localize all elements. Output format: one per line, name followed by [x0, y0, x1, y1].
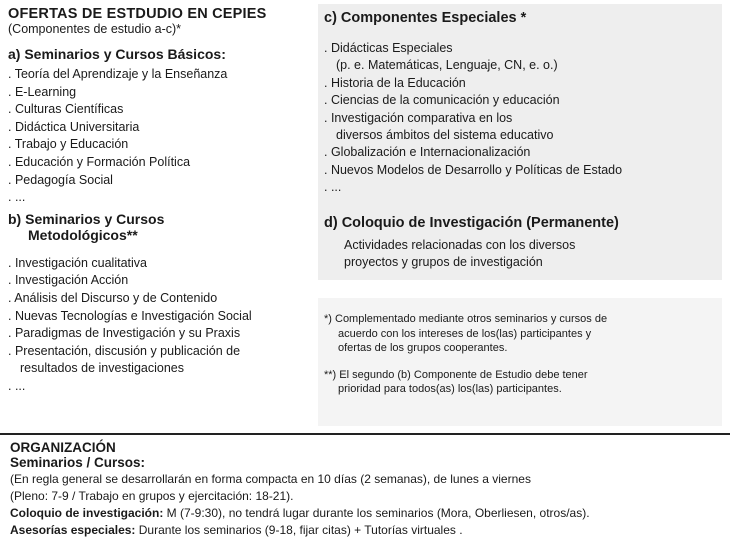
list-item: . ...: [324, 179, 722, 196]
list-item: . Pedagogía Social: [8, 172, 308, 190]
section-b-list: [8, 255, 308, 396]
coloquio-line: [10, 505, 722, 521]
list-item: . Educación y Formación Política: [8, 154, 308, 172]
footnote-line: **) El segundo (b) Componente de Estudio debe tener: [324, 368, 588, 381]
offers-subtitle: (Componentes de estudio a-c)*: [8, 22, 182, 36]
footnote-1: [324, 312, 722, 356]
asesorias-line: [10, 522, 722, 538]
list-item: . Nuevas Tecnologías e Investigación Social: [8, 308, 308, 326]
footnote-line: ofertas de los grupos cooperantes.: [338, 342, 508, 354]
list-item: . ...: [8, 189, 308, 207]
section-a-heading: a) Seminarios y Cursos Básicos:: [8, 46, 226, 62]
footnote-2: [324, 368, 722, 397]
list-item: . Culturas Científicas: [8, 101, 308, 119]
list-item: . Investigación cualitativa: [8, 255, 308, 273]
list-item: . E-Learning: [8, 84, 308, 102]
list-item: . Nuevos Modelos de Desarrollo y Políticas de Estado: [324, 162, 722, 179]
organization-subtitle: Seminarios / Cursos:: [10, 455, 146, 470]
footnotes-panel: [318, 298, 722, 426]
footnote-line: acuerdo con los intereses de los(las) participantes y: [338, 327, 592, 340]
footnote-line: *) Complementado mediante otros seminarios y cursos de: [324, 313, 608, 325]
list-item: . Globalización e Internacionalización: [324, 144, 722, 161]
section-c-list: [324, 40, 722, 197]
section-c-heading: c) Componentes Especiales *: [324, 10, 527, 26]
list-item: . Historia de la Educación: [324, 75, 722, 92]
list-item: diversos ámbitos del sistema educativo: [336, 128, 554, 143]
list-item: . Didácticas Especiales: [324, 40, 722, 57]
list-item: . Teoría del Aprendizaje y la Enseñanza: [8, 66, 308, 84]
section-d-heading: d) Coloquio de Investigación (Permanente): [324, 214, 619, 231]
organization-line: (En regla general se desarrollarán en forma compacta en 10 días (2 semanas), de lunes a viernes: [10, 472, 531, 486]
coloquio-label: Coloquio de investigación:: [10, 506, 164, 520]
list-item: . Investigación comparativa en los: [324, 110, 722, 127]
list-item: . Trabajo y Educación: [8, 136, 308, 154]
section-b-heading-cont: Metodológicos**: [28, 226, 138, 243]
section-divider: [0, 433, 730, 435]
list-item: . Investigación Acción: [8, 272, 308, 290]
asesorias-label: Asesorías especiales:: [10, 523, 136, 537]
list-item: . Paradigmas de Investigación y su Praxis: [8, 325, 308, 343]
list-item: . Ciencias de la comunicación y educación: [324, 92, 722, 109]
asesorias-text: Durante los seminarios (9-18, fijar citas) + Tutorías virtuales .: [135, 523, 463, 537]
organization-line: (Pleno: 7-9 / Trabajo en grupos y ejercitación: 18-21).: [10, 489, 294, 503]
offers-title: OFERTAS DE ESTDUDIO EN CEPIES: [8, 6, 267, 22]
coloquio-text: M (7-9:30), no tendrá lugar durante los seminarios (Mora, Oberliesen, otros/as).: [163, 506, 590, 520]
section-d-line: Actividades relacionadas con los diversos: [344, 237, 576, 252]
list-item: . Análisis del Discurso y de Contenido: [8, 290, 308, 308]
section-a-list: [8, 66, 308, 207]
list-item: . Didáctica Universitaria: [8, 119, 308, 137]
organization-title: ORGANIZACIÓN: [10, 440, 116, 455]
list-item: . ...: [8, 378, 308, 396]
footnote-line: prioridad para todos(as) los(las) participantes.: [338, 383, 562, 395]
organization-section: [10, 440, 722, 539]
list-item: (p. e. Matemáticas, Lenguaje, CN, e. o.): [336, 58, 558, 73]
list-item: resultados de investigaciones: [20, 361, 184, 376]
section-d-text: [344, 237, 722, 272]
section-d-line: proyectos y grupos de investigación: [344, 255, 543, 270]
left-column: [8, 4, 308, 396]
list-item: . Presentación, discusión y publicación de: [8, 343, 308, 361]
section-b-heading: b) Seminarios y Cursos: [8, 210, 165, 227]
special-components-panel: [318, 4, 722, 280]
